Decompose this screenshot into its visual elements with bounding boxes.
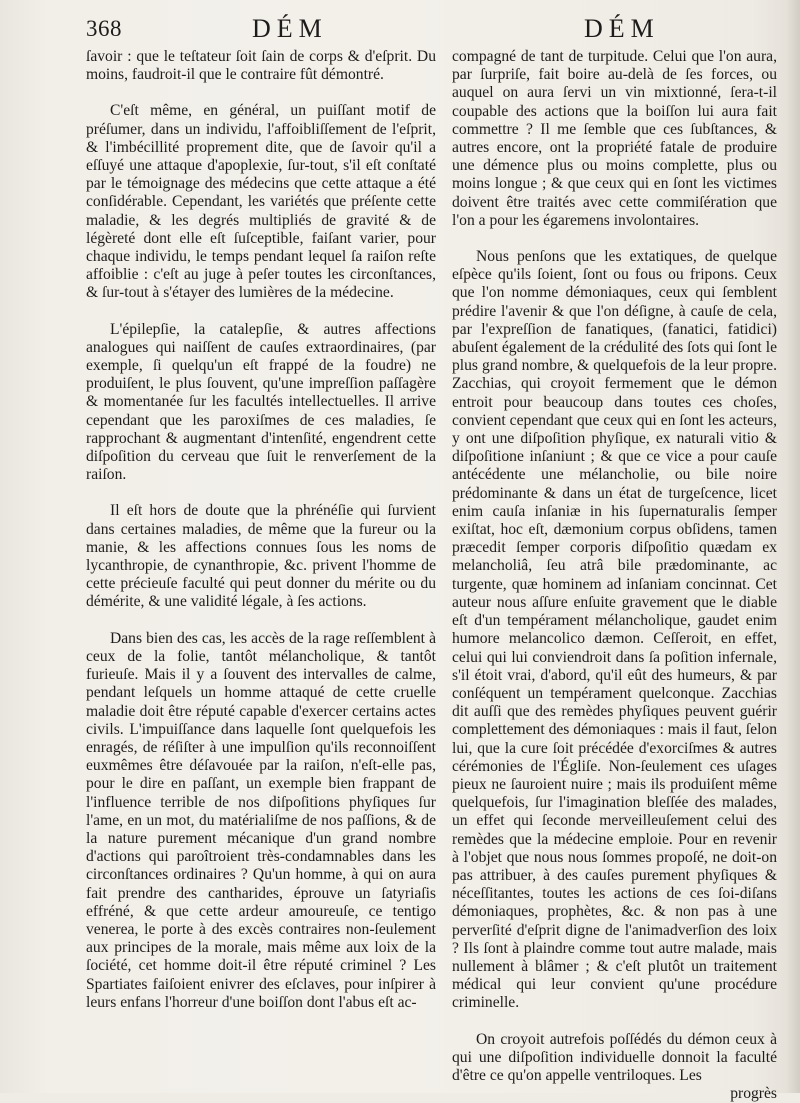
paragraph: Il eſt hors de doute que la phrénéſie qui ſurvient dans certaines maladies, de même que la fureur ou la manie, & les affections connues ſous les noms de lycanthropie, de cynanthropie, &c. privent l'homme de cette précieuſe faculté qui peut donner du mérite ou du démérite, & une validité légale, à ſes actions.	[86, 502, 436, 611]
page-edge-shadow	[786, 0, 800, 1093]
paragraph: ſavoir : que le teſtateur ſoit ſain de corps & d'eſprit. Du moins, faudroit-il que le contraire fût démontré.	[86, 48, 436, 84]
paragraph: Dans bien des cas, les accès de la rage reſſemblent à ceux de la folie, tantôt mélancholique, & tantôt furieuſe. Mais il y a ſouvent des intervalles de calme, pendant leſquels un homme attaqué de cette cruelle maladie doit être réputé capable d'exercer certains actes civils. L'impuiſſance dans laquelle ſont quelquefois les enragés, de réſiſter à une impulſion qu'ils reconnoiſſent euxmêmes être déſavouée par la raiſon, n'eſt-elle pas, pour le dire en paſſant, un exemple bien frappant de l'influence terrible de nos diſpoſitions phyſiques ſur l'ame, en un mot, du matérialiſme de nos paſſions, & de la nature purement mécanique d'un grand nombre d'actions qui paroîtroient très-condamnables dans les circonſtances ordinaires ? Qu'un homme, à qui on aura fait prendre des cantharides, éprouve un ſatyriaſis effréné, & que cette ardeur amoureuſe, ce tentigo venerea, le porte à des excès contraires non-ſeulement aux principes de la morale, mais même aux loix de la ſociété, cet homme doit-il être réputé criminel ? Les Spartiates faiſoient enivrer des eſclaves, pour inſpirer à leurs enfans l'horreur d'une boiſſon dont l'abus eſt ac-	[86, 629, 436, 1011]
left-column	[86, 48, 436, 1012]
catchword: progrès	[730, 1085, 777, 1103]
running-head-right: DÉM	[584, 14, 660, 43]
paragraph: On croyoit autrefois poſſédés du démon ceux à qui une diſpoſition individuelle donnoit la faculté d'être ce qu'on appelle ventriloques. Les	[452, 1030, 777, 1084]
right-column	[452, 48, 777, 1103]
paragraph: compagné de tant de turpitude. Celui que l'on aura, par ſurpriſe, fait boire au-delà de ſes forces, ou auquel on aura ſervi un vin mixtionné, ſera-t-il coupable des actions que la boiſſon lui aura fait commettre ? Il me ſemble que ces ſubſtances, & autres encore, ont la propriété fatale de produire une démence plus ou moins complette, plus ou moins longue ; & que ceux qui en ſont les victimes doivent être traités avec cette commiſération que l'on a pour les égaremens involontaires.	[452, 48, 777, 229]
page-number: 368	[86, 16, 122, 41]
paragraph: L'épilepſie, la catalepſie, & autres affections analogues qui naiſſent de cauſes extraordinaires, (par exemple, ſi quelqu'un eſt frappé de la foudre) ne produiſent, le plus ſouvent, qu'une impreſſion paſſagère & momentanée ſur les facultés intellectuelles. Il arrive cependant que les paroxiſmes de ces maladies, ſe rapprochant & augmentant d'intenſité, engendrent cette diſpoſition du cerveau que ſuit le renverſement de la raiſon.	[86, 320, 436, 484]
paragraph: Nous penſons que les extatiques, de quelque eſpèce qu'ils ſoient, ſont ou fous ou fripons. Ceux que l'on nomme démoniaques, ceux qui ſemblent prédire l'avenir & que l'on déſigne, à cauſe de cela, par l'expreſſion de fanatiques, (fanatici, fatidici) abuſent également de la crédulité des ſots qui ſont le plus grand nombre, & quelquefois de la leur propre. Zacchias, qui croyoit fermement que le démon entroit pour beaucoup dans toutes ces choſes, convient cependant que ceux qui en ſont les acteurs, y ont une diſpoſition phyſique, ex naturali vitio & diſpoſitione inſaniunt ; & que ce vice a pour cauſe antécédente une mélancholie, ou bile noire prédominante & dans un état de turgeſcence, licet enim cauſa inſaniæ in his ſupernaturalis ſemper exiſtat, hoc eſt, dæmonium corpus obſidens, tamen præcedit ſemper corporis diſpoſitio quædam ex melancholiâ, ſeu atrâ bile prædominante, ac turgente, quæ hominem ad inſaniam concinnat. Cet auteur nous aſſure enſuite gravement que le diable eſt d'un tempérament mélancholique, gaudet enim humore melancolico dæmon. Ceſſeroit, en effet, celui qui lui conviendroit dans ſa poſition infernale, s'il étoit vrai, d'abord, qu'il eût des humeurs, & par conſéquent un tempérament quelconque. Zacchias dit auſſi que des remèdes phyſiques peuvent guérir complettement des démoniaques : mais il faut, ſelon lui, que la cure ſoit précédée d'exorciſmes & autres cérémonies de l'Égliſe. Non-ſeulement ces uſages pieux ne ſauroient nuire ; mais ils produiſent même quelquefois, ſur l'imagination bleſſée des malades, un effet qui ſeconde merveilleuſement celui des remèdes que la médecine emploie. Pour en revenir à l'objet que nous nous ſommes propoſé, ne doit-on pas attribuer, à des cauſes purement phyſiques & néceſſitantes, toutes les actions de ces ſoi-diſans démoniaques, prophètes, &c. & non pas à une perverſité d'eſprit digne de l'animadverſion des loix ? Ils ſont à plaindre comme tout autre malade, mais nullement à blâmer ; & c'eſt plutôt un traitement médical qui leur convient qu'une procédure criminelle.	[452, 248, 777, 1012]
paragraph: C'eſt même, en général, un puiſſant motif de préſumer, dans un individu, l'affoibliſſement de l'eſprit, & l'imbécillité proprement dite, que de ſavoir qu'il a eſſuyé une attaque d'apoplexie, ſur-tout, s'il eſt conſtaté par le témoignage des médecins que cette attaque a été conſidérable. Cependant, les variétés que préſente cette maladie, & les degrés multipliés de gravité & de légèreté dont elle eſt ſuſceptible, faiſant varier, pour chaque individu, le temps pendant lequel ſa raiſon reſte affoiblie : c'eſt au juge à peſer toutes les circonſtances, & ſur-tout à s'étayer des lumières de la médecine.	[86, 102, 436, 302]
page-header	[76, 14, 766, 48]
running-head-left: DÉM	[252, 14, 328, 43]
